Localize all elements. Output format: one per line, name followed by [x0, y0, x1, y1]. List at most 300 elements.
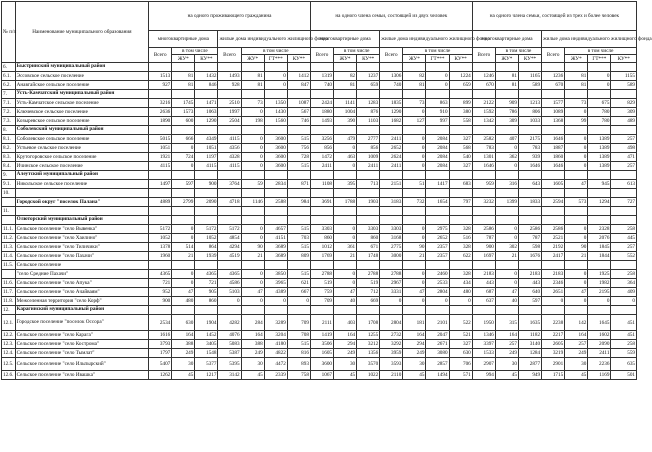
header-zhu: ЖУ* — [172, 55, 195, 63]
value-cell: 0 — [403, 297, 426, 306]
value-cell — [287, 306, 310, 315]
value-cell: 3793 — [149, 340, 172, 349]
value-cell — [218, 171, 241, 180]
value-cell: 45 — [172, 371, 195, 380]
value-cell: 1494 — [426, 371, 449, 380]
value-cell: 249 — [334, 349, 357, 358]
row-number: 11.2. — [3, 235, 14, 241]
value-cell: 2588 — [264, 198, 287, 207]
value-cell: 0 — [565, 234, 588, 243]
value-cell: 4472 — [264, 358, 287, 371]
value-cell: 1921 — [149, 153, 172, 162]
value-cell — [565, 63, 588, 72]
value-cell: 2907 — [472, 358, 495, 371]
section-row — [2, 90, 637, 99]
value-cell: 45 — [403, 371, 426, 380]
value-cell: 0 — [495, 162, 518, 171]
value-cell — [357, 90, 380, 99]
value-cell: 984 — [287, 198, 310, 207]
value-cell — [518, 63, 541, 72]
table-row — [2, 72, 637, 81]
value-cell: 0 — [218, 297, 241, 306]
value-cell — [403, 216, 426, 225]
row-number — [2, 198, 16, 207]
value-cell: 540 — [449, 153, 472, 162]
value-cell: 51 — [403, 180, 426, 189]
value-cell: 1368 — [542, 117, 565, 126]
value-cell: 90 — [565, 243, 588, 252]
header-group-1: на одного проживающего гражданина — [149, 2, 311, 31]
value-cell: 5015 — [149, 135, 172, 144]
value-cell: 5172 — [149, 225, 172, 234]
value-cell: 258 — [611, 340, 637, 349]
value-cell: 945 — [588, 180, 611, 189]
value-cell: 1960 — [149, 252, 172, 261]
value-cell: 4889 — [149, 198, 172, 207]
value-cell — [380, 261, 403, 270]
value-cell: 900 — [472, 243, 495, 252]
value-cell: 1904 — [195, 315, 218, 331]
value-cell: 4718 — [218, 198, 241, 207]
value-cell — [403, 90, 426, 99]
value-cell — [195, 63, 218, 72]
header-zhu: ЖУ* — [495, 55, 518, 63]
municipality-name: Сельское поселение "село Вывенка" — [15, 225, 148, 234]
table-row — [2, 108, 637, 117]
value-cell: 489 — [611, 117, 637, 126]
value-cell: 637 — [472, 297, 495, 306]
value-cell: 2151 — [380, 180, 403, 189]
value-cell: 471 — [611, 153, 637, 162]
table-row — [2, 243, 637, 252]
table-row — [2, 180, 637, 189]
value-cell: 1197 — [195, 153, 218, 162]
value-cell — [218, 126, 241, 135]
value-cell — [195, 126, 218, 135]
value-cell — [334, 207, 357, 216]
row-number: 12.2. — [3, 332, 14, 338]
table-row — [2, 198, 637, 207]
value-cell: 860 — [195, 297, 218, 306]
value-cell: 0 — [403, 135, 426, 144]
value-cell — [310, 90, 333, 99]
value-cell — [357, 306, 380, 315]
value-cell: 1432 — [195, 72, 218, 81]
value-cell — [241, 216, 264, 225]
value-cell: 47 — [172, 288, 195, 297]
value-cell — [241, 207, 264, 216]
value-cell: 1417 — [426, 180, 449, 189]
value-cell: 1052 — [195, 234, 218, 243]
value-cell: 1654 — [426, 198, 449, 207]
value-cell: 2417 — [542, 252, 565, 261]
value-cell — [172, 90, 195, 99]
header-incl: в том числе — [334, 48, 380, 55]
value-cell: 997 — [426, 117, 449, 126]
value-cell: 567 — [287, 108, 310, 117]
value-cell — [426, 90, 449, 99]
header-incl: в том числе — [172, 48, 218, 55]
value-cell: 480 — [449, 288, 472, 297]
value-cell: 758 — [287, 371, 310, 380]
value-cell: 0 — [403, 144, 426, 153]
value-cell — [495, 171, 518, 180]
municipality-name: Сельское поселение "село Ильпырский" — [15, 358, 148, 371]
value-cell: 613 — [611, 180, 637, 189]
value-cell: 47 — [495, 288, 518, 297]
value-cell: 1577 — [542, 99, 565, 108]
value-cell: 667 — [287, 288, 310, 297]
value-cell — [611, 261, 637, 270]
value-cell: 2901 — [542, 358, 565, 371]
value-cell: 1533 — [472, 349, 495, 358]
value-cell: 73 — [403, 99, 426, 108]
value-cell: 30 — [334, 358, 357, 371]
value-cell: 1493 — [310, 117, 333, 126]
value-cell: 703 — [287, 234, 310, 243]
value-cell — [472, 207, 495, 216]
value-cell: 2110 — [380, 371, 403, 380]
value-cell: 706 — [449, 358, 472, 371]
value-cell: 1903 — [357, 198, 380, 207]
value-cell: 724 — [172, 153, 195, 162]
value-cell: 728 — [287, 153, 310, 162]
value-cell: 81 — [403, 81, 426, 90]
value-cell — [357, 189, 380, 198]
value-cell: 809 — [287, 252, 310, 261]
value-cell: 4115 — [218, 135, 241, 144]
value-cell: 759 — [310, 288, 333, 297]
value-cell: 783 — [472, 144, 495, 153]
value-cell: 40 — [334, 297, 357, 306]
value-cell: 249 — [565, 349, 588, 358]
value-cell: 1012 — [310, 243, 333, 252]
value-cell: 257 — [495, 340, 518, 349]
section-row — [2, 171, 637, 180]
header-izhs-1: жилые дома индивидуального жилищного фонда — [218, 31, 310, 48]
value-cell: 630 — [449, 349, 472, 358]
value-cell: 2586 — [518, 225, 541, 234]
value-cell: 1389 — [588, 144, 611, 153]
value-cell: 0 — [241, 144, 264, 153]
value-cell: 1378 — [149, 243, 172, 252]
value-cell — [449, 207, 472, 216]
municipality-name: Сельское поселение "село Пахачи" — [15, 252, 148, 261]
value-cell: 0 — [426, 72, 449, 81]
value-cell: 1602 — [588, 331, 611, 340]
value-cell: 3303 — [380, 225, 403, 234]
value-cell: 4586 — [218, 279, 241, 288]
row-number: 9.1. — [2, 180, 16, 189]
value-cell: 1108 — [310, 180, 333, 189]
value-cell: 30 — [565, 358, 588, 371]
section-row — [2, 306, 637, 315]
value-cell: 4356 — [218, 144, 241, 153]
value-cell — [588, 216, 611, 225]
value-cell: 4282 — [218, 315, 241, 331]
value-cell: 0 — [495, 144, 518, 153]
value-cell: 2090 — [588, 340, 611, 349]
value-cell — [310, 216, 333, 225]
value-cell: 4115 — [195, 162, 218, 171]
value-cell — [357, 216, 380, 225]
value-cell: 1051 — [149, 144, 172, 153]
value-cell — [195, 171, 218, 180]
header-num: № п/п — [2, 2, 16, 63]
value-cell: 756 — [287, 144, 310, 153]
value-cell: 1887 — [542, 144, 565, 153]
value-cell — [195, 189, 218, 198]
header-zhu: ЖУ* — [403, 55, 426, 63]
value-cell: 559 — [611, 349, 637, 358]
value-cell — [287, 189, 310, 198]
value-cell: 294 — [403, 340, 426, 349]
value-cell — [403, 306, 426, 315]
value-cell: 327 — [449, 340, 472, 349]
value-cell — [334, 189, 357, 198]
row-number: 8.2. — [2, 144, 16, 153]
value-cell: 1346 — [472, 331, 495, 340]
value-cell: 3600 — [264, 153, 287, 162]
value-cell: 0 — [172, 270, 195, 279]
value-cell: 5172 — [195, 225, 218, 234]
value-cell: 670 — [542, 81, 565, 90]
value-cell: 0 — [565, 270, 588, 279]
value-cell: 2236 — [588, 358, 611, 371]
value-cell: 2775 — [380, 243, 403, 252]
value-cell: 407 — [495, 135, 518, 144]
value-cell — [287, 90, 310, 99]
value-cell — [264, 216, 287, 225]
value-cell — [172, 306, 195, 315]
value-cell: 3570 — [357, 358, 380, 371]
value-cell: 846 — [195, 81, 218, 90]
value-cell — [472, 90, 495, 99]
value-cell: 1356 — [357, 349, 380, 358]
value-cell: 2857 — [426, 358, 449, 371]
value-cell: 519 — [357, 279, 380, 288]
value-cell: 164 — [334, 331, 357, 340]
value-cell: 4389 — [264, 288, 287, 297]
value-cell — [449, 171, 472, 180]
value-cell: 443 — [518, 279, 541, 288]
value-cell: 30 — [403, 358, 426, 371]
value-cell: 0 — [403, 108, 426, 117]
header-gt: ГТ*** — [264, 55, 287, 63]
value-cell: 4115 — [218, 162, 241, 171]
municipality-name: Олюторский муниципальный район — [15, 216, 148, 225]
value-cell — [264, 90, 287, 99]
value-cell: 516 — [449, 234, 472, 243]
value-cell: 2346 — [542, 279, 565, 288]
municipality-name: Быстринский муниципальный район — [15, 63, 148, 72]
row-number: 7.2. — [2, 108, 16, 117]
row-number: 11.8. — [3, 298, 14, 304]
value-cell — [518, 126, 541, 135]
value-cell — [218, 306, 241, 315]
value-cell: 780 — [588, 117, 611, 126]
value-cell — [588, 261, 611, 270]
value-cell: 1645 — [588, 315, 611, 331]
value-cell — [518, 261, 541, 270]
value-cell — [149, 189, 172, 198]
header-mkd-1: многоквартирные дома — [149, 31, 218, 48]
table-row — [2, 234, 637, 243]
value-cell: 99 — [565, 117, 588, 126]
row-number: 7.1. — [2, 99, 16, 108]
value-cell — [426, 306, 449, 315]
value-cell — [611, 189, 637, 198]
value-cell: 3764 — [218, 180, 241, 189]
value-cell — [542, 171, 565, 180]
value-cell: 1769 — [310, 252, 333, 261]
value-cell: 21 — [334, 252, 357, 261]
value-cell — [334, 216, 357, 225]
value-cell: 0 — [241, 270, 264, 279]
row-number: 12.5. — [2, 358, 16, 371]
value-cell — [565, 207, 588, 216]
value-cell: 2652 — [380, 144, 403, 153]
value-cell: 2967 — [380, 279, 403, 288]
value-cell: 1294 — [588, 198, 611, 207]
value-cell: 47 — [334, 288, 357, 297]
value-cell — [310, 126, 333, 135]
value-cell: 164 — [495, 331, 518, 340]
table-row — [2, 297, 637, 306]
value-cell: 1497 — [149, 180, 172, 189]
value-cell — [195, 306, 218, 315]
value-cell: 515 — [287, 270, 310, 279]
value-cell: 1880 — [310, 108, 333, 117]
value-cell: 434 — [449, 279, 472, 288]
header-incl: в том числе — [495, 48, 541, 55]
value-cell: 0 — [172, 234, 195, 243]
value-cell — [357, 126, 380, 135]
municipality-name: Карагинский муниципальный район — [15, 306, 148, 315]
value-cell: 1950 — [472, 315, 495, 331]
value-cell — [310, 171, 333, 180]
value-cell: 621 — [287, 279, 310, 288]
value-cell: 2084 — [426, 153, 449, 162]
value-cell: 47 — [241, 288, 264, 297]
value-cell: 4328 — [218, 153, 241, 162]
header-zhu: ЖУ* — [241, 55, 264, 63]
value-cell: 45 — [495, 371, 518, 380]
value-cell — [611, 306, 637, 315]
value-cell: 2411 — [357, 162, 380, 171]
value-cell — [310, 261, 333, 270]
value-cell: 5103 — [218, 288, 241, 297]
value-cell: 81 — [172, 81, 195, 90]
value-cell: 1306 — [380, 72, 403, 81]
value-cell: 740 — [310, 81, 333, 90]
value-cell — [264, 126, 287, 135]
value-cell: 479 — [334, 135, 357, 144]
value-cell: 1646 — [542, 162, 565, 171]
value-cell: 0 — [334, 162, 357, 171]
value-cell — [472, 63, 495, 72]
value-cell — [449, 216, 472, 225]
value-cell — [518, 207, 541, 216]
value-cell: 309 — [495, 117, 518, 126]
value-cell — [611, 126, 637, 135]
value-cell: 302 — [495, 243, 518, 252]
value-cell: 0 — [172, 144, 195, 153]
value-cell: 1146 — [241, 198, 264, 207]
value-cell: 1573 — [172, 108, 195, 117]
value-cell: 1389 — [588, 153, 611, 162]
row-number: 6. — [2, 63, 16, 72]
value-cell: 0 — [495, 270, 518, 279]
value-cell — [334, 261, 357, 270]
value-cell — [542, 261, 565, 270]
value-cell — [310, 63, 333, 72]
value-cell — [495, 90, 518, 99]
header-name: Наименование муниципального образования — [15, 2, 148, 63]
value-cell: 2834 — [264, 180, 287, 189]
value-cell — [241, 306, 264, 315]
value-cell — [149, 216, 172, 225]
value-cell: 519 — [310, 279, 333, 288]
value-cell: 1616 — [149, 331, 172, 340]
value-cell — [588, 90, 611, 99]
value-cell — [542, 126, 565, 135]
value-cell: 732 — [403, 198, 426, 207]
table-row — [2, 144, 637, 153]
value-cell: 1844 — [588, 252, 611, 261]
value-cell: 164 — [241, 331, 264, 340]
tariff-table-sheet — [1, 1, 652, 380]
value-cell: 666 — [172, 135, 195, 144]
value-cell: 2424 — [310, 99, 333, 108]
table-row — [2, 279, 637, 288]
value-cell: 1982 — [588, 279, 611, 288]
value-cell: 0 — [241, 225, 264, 234]
row-number: 8.3. — [2, 153, 16, 162]
value-cell: 721 — [149, 279, 172, 288]
value-cell: 21 — [495, 252, 518, 261]
value-cell — [380, 90, 403, 99]
value-cell — [195, 261, 218, 270]
value-cell: 3142 — [218, 371, 241, 380]
value-cell: 81 — [241, 81, 264, 90]
table-row — [2, 349, 637, 358]
header-gt: ГТ*** — [588, 55, 611, 63]
value-cell: 2652 — [426, 234, 449, 243]
value-cell: 0 — [588, 81, 611, 90]
value-cell: 501 — [611, 371, 637, 380]
value-cell: 4365 — [195, 270, 218, 279]
value-cell — [287, 126, 310, 135]
value-cell — [241, 90, 264, 99]
table-row — [2, 358, 637, 371]
value-cell: 899 — [449, 99, 472, 108]
value-cell: 740 — [380, 81, 403, 90]
value-cell — [380, 171, 403, 180]
value-cell: 2183 — [542, 270, 565, 279]
value-cell: 257 — [611, 135, 637, 144]
municipality-name: Эссовское сельское поселение — [15, 72, 148, 81]
value-cell: 480 — [172, 297, 195, 306]
value-cell: 1237 — [357, 72, 380, 81]
value-cell: 4115 — [149, 162, 172, 171]
value-cell: 81 — [334, 81, 357, 90]
value-cell: 2788 — [310, 270, 333, 279]
value-cell — [565, 216, 588, 225]
value-cell: 1925 — [588, 270, 611, 279]
table-row — [2, 99, 637, 108]
value-cell: 2111 — [310, 315, 333, 331]
